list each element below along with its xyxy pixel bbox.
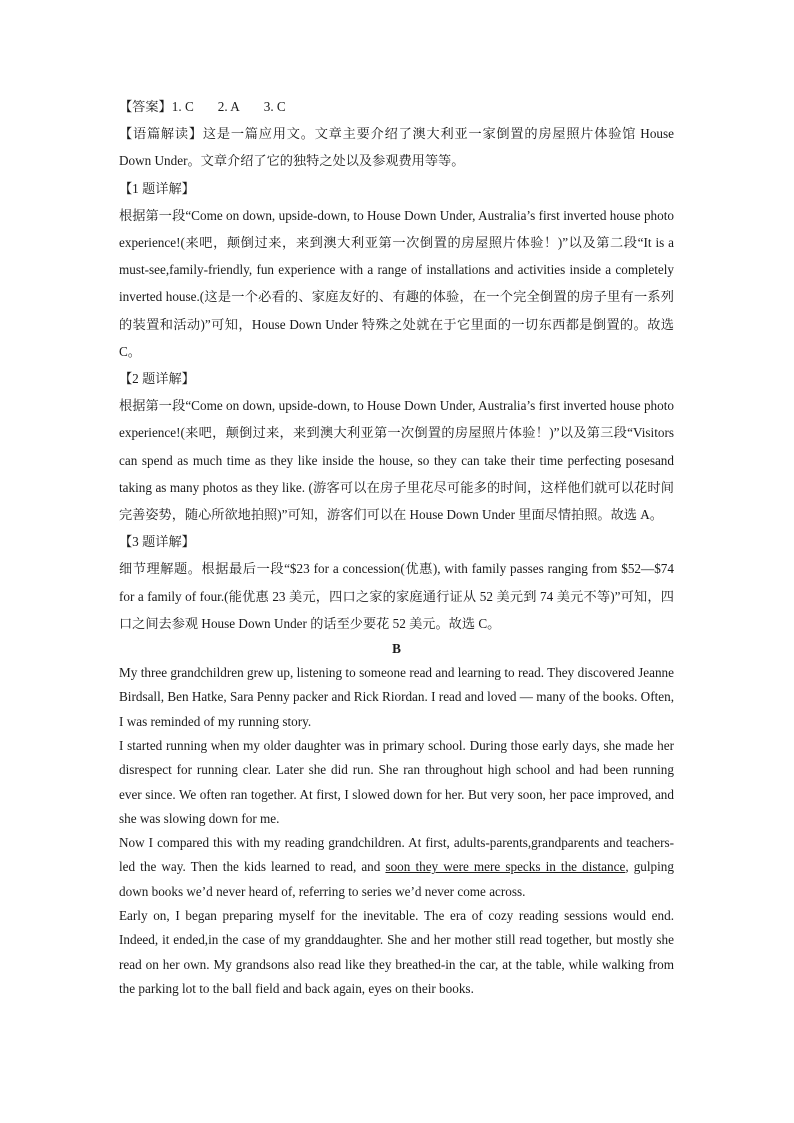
reading-analysis-label: 【语篇解读】	[119, 126, 203, 142]
answer-1: 1. C	[171, 99, 194, 114]
q2-heading: 【2 题详解】	[119, 371, 195, 387]
answer-line	[119, 93, 674, 120]
underlined-phrase: soon they were mere specks in the distance	[385, 859, 626, 875]
q2-explanation: 根据第一段“Come on down, upside-down, to House Down Under, Australia’s first inverted house photo experience!(来吧，颠倒过来，来到澳大利亚第一次倒置的房屋照片体验！)”以及第三段“Visitors can spend as much time as they like inside the house, so they can take their time perfecting posesand taking as many photos as they like. (游客可以在房子里花尽可能多的时间，这样他们就可以花时间完善姿势，随心所欲地拍照)”可知，游客们可以在 House Down Under 里面尽情拍照。故选 A。	[119, 398, 674, 523]
page-content	[119, 93, 674, 1001]
q1-explanation: 根据第一段“Come on down, upside-down, to House Down Under, Australia’s first inverted house photo experience!(来吧，颠倒过来，来到澳大利亚第一次倒置的房屋照片体验！)”以及第二段“It is a must-see,family-friendly, fun experience with a range of installations and activities inside a completely inverted house.(这是一个必看的、家庭友好的、有趣的体验，在一个完全倒置的房子里有一系列的装置和活动)”可知，House Down Under 特殊之处就在于它里面的一切东西都是倒置的。故选 C。	[119, 207, 674, 359]
passage-paragraph-3	[119, 831, 674, 904]
part-b-heading: B	[392, 641, 401, 657]
q3-heading: 【3 题详解】	[119, 534, 195, 550]
q3-explanation: 细节理解题。根据最后一段“$23 for a concession(优惠), with family passes ranging from $52—$74 for a family of four.(能优惠 23 美元，四口之家的家庭通行证从 52 美元到 74 美元不等)”可知，四口之间去参观 House Down Under 的话至少要花 52 美元。故选 C。	[119, 561, 674, 631]
q1-heading: 【1 题详解】	[119, 180, 195, 196]
answer-2: 2. A	[217, 99, 240, 114]
paragraph-3-start: Now I compared this with my reading grandchildren. At first, adults-parents,grandparents and teachers-led the way. Then the kids learned to read, and	[119, 835, 674, 875]
answer-label: 【答案】	[119, 99, 172, 114]
reading-analysis-text: 这是一篇应用文。文章主要介绍了澳大利亚一家倒置的房屋照片体验馆 House Down Under。文章介绍了它的独特之处以及参观费用等等。	[119, 126, 674, 169]
passage-paragraph-1: My three grandchildren grew up, listening to someone read and learning to read. They discovered Jeanne Birdsall, Ben Hatke, Sara Penny packer and Rick Riordan. I read and loved — many of the books. Often, I was reminded of my running story.	[119, 665, 674, 729]
passage-b	[119, 661, 674, 1001]
paragraph-3-end: , gulping down books we’d never heard of, referring to series we’d never come across.	[119, 859, 674, 899]
reading-analysis	[119, 120, 674, 174]
passage-paragraph-4: Early on, I began preparing myself for the inevitable. The era of cozy reading sessions would end. Indeed, it ended,in the case of my granddaughter. She and her mother still read together, but mostly she read on her own. My grandsons also read like they breathed-in the car, at the table, while walking from the parking lot to the ball field and back again, eyes on their books.	[119, 908, 674, 996]
passage-paragraph-2: I started running when my older daughter was in primary school. During those early days, she made her disrespect for running clear. Later she did run. She ran throughout high school and had been running ever since. We often ran together. At first, I slowed down for her. But very soon, her pace improved, and she was slowing down for me.	[119, 737, 674, 826]
answer-3: 3. C	[263, 99, 286, 114]
